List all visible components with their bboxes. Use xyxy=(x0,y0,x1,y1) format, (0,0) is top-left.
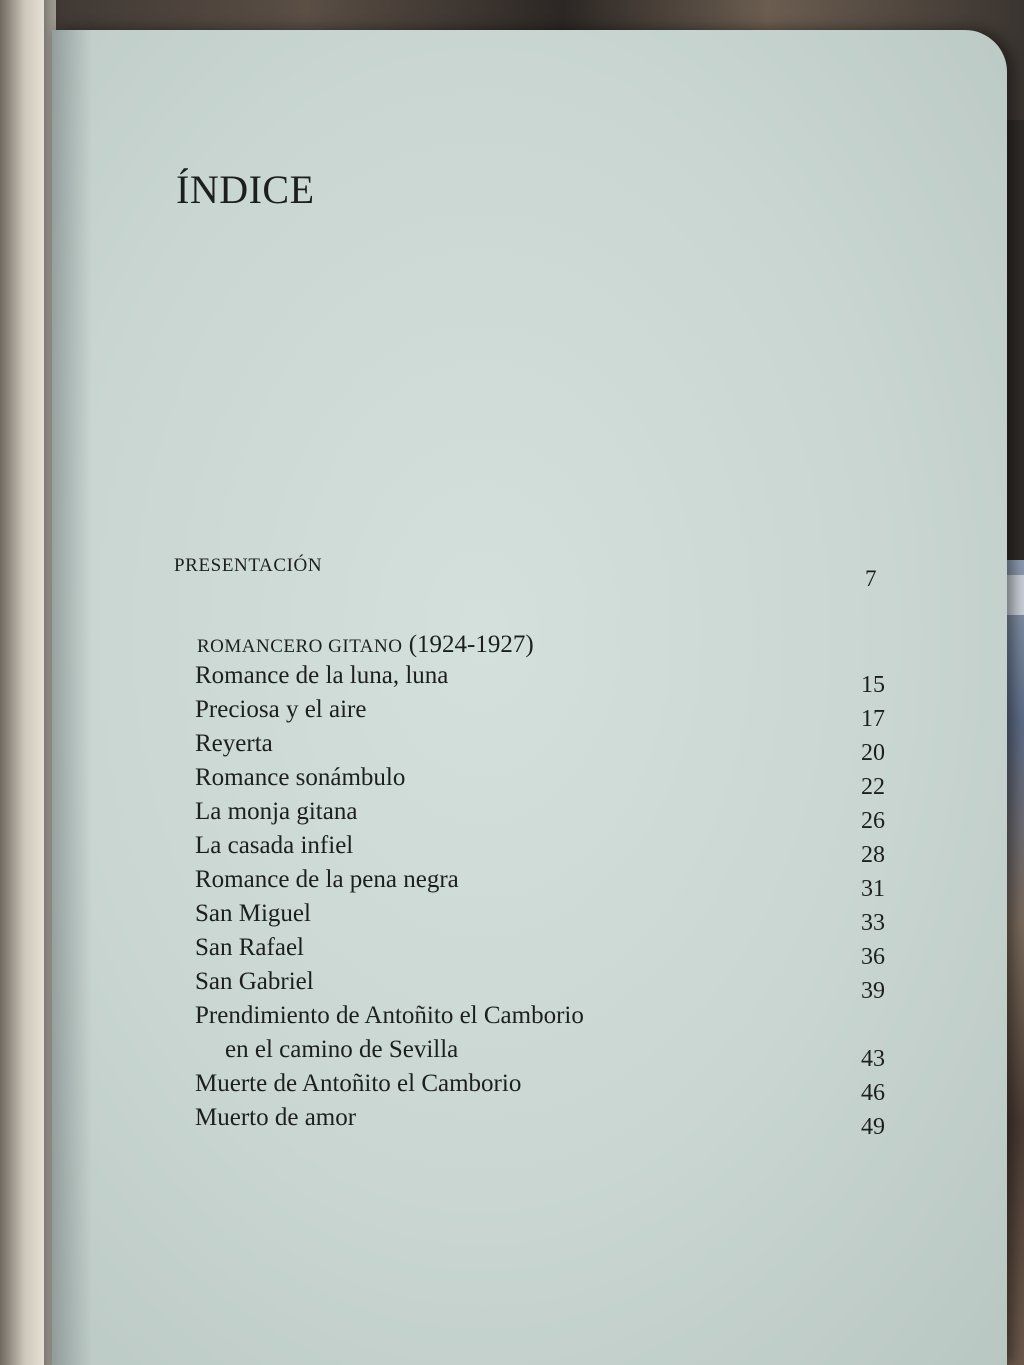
toc-entry-title: Preciosa y el aire xyxy=(195,696,367,723)
book-page xyxy=(52,30,1007,1365)
toc-entry-title: San Rafael xyxy=(195,934,304,961)
toc-entry xyxy=(195,866,885,900)
toc-entry-page: 46 xyxy=(861,1080,885,1106)
table-of-contents xyxy=(195,662,885,1138)
toc-entry-page: 15 xyxy=(861,672,885,698)
toc-entry-page: 49 xyxy=(861,1114,885,1140)
toc-entry xyxy=(195,832,885,866)
page-inner-shadow xyxy=(52,30,92,1365)
toc-entry-title: Romance de la luna, luna xyxy=(195,662,449,689)
toc-entry xyxy=(195,1070,885,1104)
toc-entry xyxy=(195,934,885,968)
toc-entry-page: 17 xyxy=(861,706,885,732)
presentation-label: PRESENTACIÓN xyxy=(174,555,323,576)
page-title: ÍNDICE xyxy=(176,167,315,212)
toc-entry xyxy=(195,662,885,696)
toc-entry xyxy=(195,696,885,730)
toc-entry-page: 36 xyxy=(861,944,885,970)
toc-entry xyxy=(195,968,885,1002)
toc-entry-title: Romance sonámbulo xyxy=(195,764,406,791)
toc-entry-page: 31 xyxy=(861,876,885,902)
toc-entry xyxy=(195,764,885,798)
presentation-page-number: 7 xyxy=(865,566,877,591)
toc-entry-title: Prendimiento de Antoñito el Camborio xyxy=(195,1002,584,1029)
toc-entry xyxy=(195,900,885,934)
toc-entry xyxy=(195,1104,885,1138)
toc-entry xyxy=(195,798,885,832)
toc-entry-page: 26 xyxy=(861,808,885,834)
toc-entry-page: 33 xyxy=(861,910,885,936)
section-title-name: ROMANCERO GITANO xyxy=(197,636,403,657)
toc-entry-title: Muerte de Antoñito el Camborio xyxy=(195,1070,522,1097)
toc-entry-page: 28 xyxy=(861,842,885,868)
toc-entry-title: Muerto de amor xyxy=(195,1104,357,1131)
toc-entry-title-continuation: en el camino de Sevilla xyxy=(225,1036,459,1063)
toc-entry-page: 20 xyxy=(861,740,885,766)
toc-entry-page: 22 xyxy=(861,774,885,800)
section-title xyxy=(197,631,534,659)
toc-entry xyxy=(195,1002,885,1036)
toc-entry-title: San Miguel xyxy=(195,900,311,927)
toc-entry-title: La casada infiel xyxy=(195,832,354,859)
toc-entry-page: 43 xyxy=(861,1046,885,1072)
toc-entry-title: Romance de la pena negra xyxy=(195,866,459,893)
toc-entry-title: Reyerta xyxy=(195,730,273,757)
section-title-years: (1924-1927) xyxy=(408,631,534,658)
toc-entry xyxy=(195,730,885,764)
toc-entry-title: La monja gitana xyxy=(195,798,358,825)
toc-entry-title: San Gabriel xyxy=(195,968,314,995)
toc-entry xyxy=(195,1036,885,1070)
toc-entry-page: 39 xyxy=(861,978,885,1004)
